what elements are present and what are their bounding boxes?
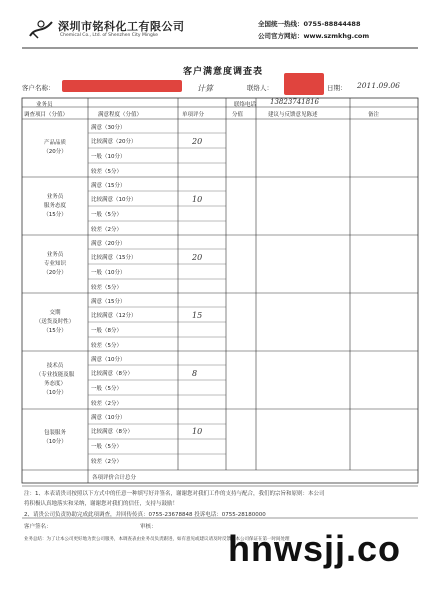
- date-label: 日期：: [327, 84, 347, 92]
- approve-label: 审核：: [140, 524, 157, 530]
- satisfaction-option: 较差（5分）: [91, 169, 122, 175]
- satisfaction-option: 一般（5分）: [91, 212, 122, 218]
- footer-note-2: 2、请贵公司负责协助完成此项调查，并回传传真：0755-23678848 投诉电话：0755-28180000: [24, 512, 266, 518]
- section-category: [25, 251, 85, 278]
- section-category-line: 产品品质: [43, 140, 66, 146]
- section-category-line: （20分）: [43, 149, 67, 155]
- satisfaction-option: 一般（10分）: [91, 270, 126, 276]
- handwritten-score: 20: [192, 253, 203, 262]
- col-header-points: 分值: [232, 112, 244, 118]
- customer-signature-label: 客户签名：: [24, 524, 52, 530]
- customer-name-handwritten: 计算: [197, 84, 213, 93]
- footer-remark: 业务总结：为了让本公司更好地为贵公司服务，本调查表由业务员负责跟进，如有意见或建议请及时反馈，本公司保证在第一时间处理: [24, 537, 290, 542]
- satisfaction-option: 比较满意（10分）: [91, 197, 137, 203]
- section-category-line: 服务态度: [43, 202, 66, 209]
- handwritten-score: 10: [192, 195, 203, 204]
- satisfaction-option: 满意（10分）: [91, 357, 126, 363]
- satisfaction-option: 较差（2分）: [91, 227, 122, 233]
- section-category-line: （10分）: [43, 439, 67, 445]
- section-category-line: 技术员: [46, 363, 64, 369]
- satisfaction-option: 比较满意（15分）: [91, 255, 137, 261]
- section-category: [25, 139, 85, 157]
- section-category: [25, 429, 85, 447]
- total-label: 各项评价合计总分: [92, 475, 137, 481]
- satisfaction-option: 满意（15分）: [91, 299, 126, 305]
- customer-name-label: 客户名称：: [22, 84, 55, 92]
- satisfaction-option: 满意（10分）: [91, 415, 126, 421]
- section-category-line: （20分）: [43, 269, 67, 276]
- section-category-line: 务态度）: [43, 381, 66, 387]
- satisfaction-option: 较差（2分）: [91, 401, 122, 407]
- col-header-item: 调查项目（分值）: [24, 112, 69, 118]
- customer-info-row: [22, 83, 422, 95]
- contact-person-label: 联络人：: [247, 84, 273, 92]
- section-category-line: （专业技能及服: [35, 372, 75, 378]
- salesperson-label: 业务员: [36, 102, 53, 108]
- footer-note-1b: 将积极认真地落实和采纳，谢谢您对我们的信任，支持与鼓励！: [24, 501, 179, 507]
- col-header-feedback: 建议与反馈意见陈述: [268, 112, 318, 118]
- satisfaction-option: 比较满意（20分）: [91, 139, 137, 145]
- satisfaction-option: 满意（15分）: [91, 183, 126, 189]
- section-category-line: 业务员: [46, 251, 64, 258]
- satisfaction-option: 较差（5分）: [91, 285, 122, 291]
- handwritten-score: 10: [192, 427, 203, 436]
- section-category-line: 业务员: [46, 193, 64, 200]
- redaction-bar: [284, 73, 324, 95]
- satisfaction-option: 满意（20分）: [91, 241, 126, 247]
- phone-label: 联络电话: [234, 102, 257, 108]
- section-category: [25, 193, 85, 220]
- phone-handwritten: 13823741816: [270, 98, 319, 106]
- col-header-score: 单项评分: [182, 112, 205, 118]
- satisfaction-option: 满意（30分）: [91, 125, 126, 131]
- section-category-line: 包装服务: [43, 430, 66, 436]
- satisfaction-option: 比较满意（12分）: [91, 313, 137, 319]
- section-category-line: （15分）: [43, 211, 67, 218]
- section-category-line: （10分）: [43, 390, 67, 396]
- satisfaction-option: 一般（5分）: [91, 386, 122, 392]
- section-category-line: （15分）: [43, 327, 67, 334]
- form-title: 客户满意度调查表: [182, 67, 263, 77]
- watermark-text: hnwsjj.co: [228, 528, 402, 569]
- company-english-name: Chemical Co., Ltd. of Shenzhen City Mingke: [60, 33, 159, 38]
- date-handwritten: 2011.09.06: [357, 81, 400, 90]
- section-category: [25, 362, 85, 398]
- section-category-line: 交期: [49, 309, 61, 316]
- satisfaction-option: 较差（2分）: [91, 459, 122, 465]
- satisfaction-option: 比较满意（8分）: [91, 429, 133, 435]
- satisfaction-option: 一般（5分）: [91, 444, 122, 450]
- handwritten-score: 20: [192, 137, 203, 146]
- satisfaction-option: 一般（8分）: [91, 328, 122, 334]
- satisfaction-option: 一般（10分）: [91, 154, 126, 160]
- col-header-remark: 备注: [368, 112, 380, 118]
- section-category-line: （送货及时性）: [35, 318, 75, 325]
- section-category: [25, 309, 85, 336]
- handwritten-score: 8: [192, 369, 198, 378]
- satisfaction-option: 较差（5分）: [91, 343, 122, 349]
- handwritten-score: 15: [192, 311, 203, 320]
- col-header-level: 满意程度（分值）: [98, 112, 143, 118]
- website-text: 公司官方网站：www.szmkhg.com: [258, 32, 370, 40]
- redaction-bar: [62, 80, 182, 92]
- section-category-line: 专业知识: [43, 260, 66, 267]
- company-name: 深圳市铭科化工有限公司: [58, 20, 185, 33]
- footer-note-1: 注：1、本表请贵司按照以下方式中的任意一种填写好并签名，谢谢您对我们工作的支持与配合，我们的宗旨和原则：本公司: [24, 491, 325, 497]
- hotline-text: 全国统一热线：0755-88844488: [258, 20, 361, 28]
- satisfaction-option: 比较满意（8分）: [91, 371, 133, 377]
